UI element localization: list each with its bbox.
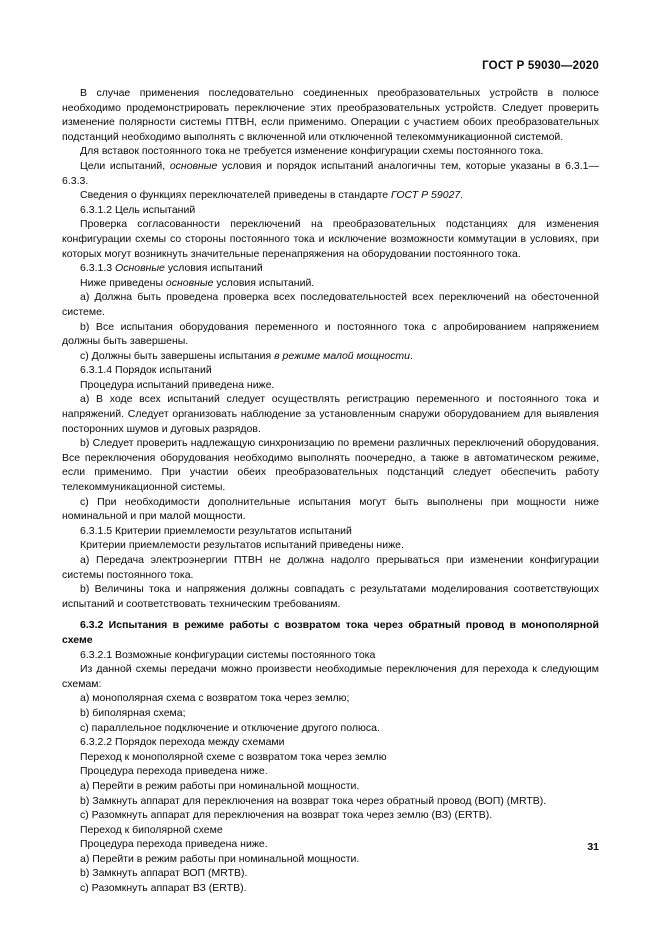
- text-run: условия испытаний: [164, 262, 263, 275]
- text-run: Переход к монополярной схеме с возвратом тока через землю: [80, 750, 387, 763]
- paragraph: [62, 363, 599, 378]
- text-run: a) Передача электроэнергии ПТВН не должна надолго прерываться при изменении конфигурации системы постоянного тока.: [62, 554, 599, 581]
- text-run: b) Величины тока и напряжения должны совпадать с результатами моделирования соответствующих испытаний и соответствовать техническим требованиям.: [62, 583, 599, 610]
- text-run: Для вставок постоянного тока не требуется изменение конфигурации схемы постоянного тока.: [80, 145, 544, 158]
- text-run: Процедура перехода приведена ниже.: [80, 838, 268, 851]
- text-run: c) Разомкнуть аппарат для переключения на возврат тока через землю (ВЗ) (ERTB).: [80, 809, 493, 822]
- text-run: 6.3.2.1 Возможные конфигурации системы постоянного тока: [80, 648, 376, 661]
- text-run: a) В ходе всех испытаний следует осуществлять регистрацию переменного и постоянного тока и напряжений. Следует организовать наблюдение за установленным снаружи оборудованием для выявления посторонних шумов и дуговых разрядов.: [62, 393, 599, 435]
- page-header: ГОСТ Р 59030—2020: [482, 60, 599, 72]
- paragraph: [62, 261, 599, 276]
- paragraph: [62, 349, 599, 364]
- paragraph: [62, 691, 599, 706]
- text-run: b) Замкнуть аппарат для переключения на возврат тока через обратный провод (ВОП) (MRTB).: [80, 794, 547, 807]
- text-run: a) монополярная схема с возвратом тока через землю;: [80, 692, 350, 705]
- paragraph: [62, 159, 599, 188]
- paragraph: [62, 276, 599, 291]
- text-run: условия и порядок испытаний аналогичны тем, которые указаны в 6.3.1—6.3.3.: [62, 159, 599, 187]
- text-run: Проверка согласованности переключений на преобразовательных подстанциях для изменения конфигурации схемы со стороны постоянного тока и исключение возможности коммутации в условиях, при которых могут возникнуть значительные перенапряжения на оборудовании постоянного тока.: [62, 218, 599, 260]
- paragraph: [62, 553, 599, 582]
- paragraph: [62, 495, 599, 524]
- text-run: b) Все испытания оборудования переменного и постоянного тока с апробированием напряжением должны быть завершены.: [62, 320, 599, 348]
- paragraph: [62, 538, 599, 553]
- text-run: c) Должны быть завершены испытания: [80, 349, 275, 362]
- paragraph: [62, 794, 599, 809]
- paragraph: [62, 436, 599, 494]
- text-run: 6.3.2.2 Порядок перехода между схемами: [80, 736, 285, 749]
- text-run: 6.3.1.5 Критерии приемлемости результатов испытаний: [80, 524, 352, 537]
- document-body: [62, 86, 599, 896]
- text-run: Ниже приведены: [80, 276, 166, 289]
- paragraph: [62, 735, 599, 750]
- text-run: 6.3.2 Испытания в режиме работы с возвратом тока через обратный провод в монополярной схеме: [62, 619, 599, 646]
- text-run: Процедура испытаний приведена ниже.: [80, 378, 275, 391]
- text-run: c) При необходимости дополнительные испытания могут быть выполнены при мощности ниже номинальной и при малой мощности.: [62, 495, 599, 523]
- paragraph: [62, 524, 599, 539]
- text-run: 6.3.1.4 Порядок испытаний: [80, 364, 212, 377]
- text-run: Процедура перехода приведена ниже.: [80, 765, 268, 778]
- paragraph: [62, 392, 599, 436]
- paragraph: [62, 881, 599, 896]
- text-run: c) параллельное подключение и отключение другого полюса.: [80, 721, 380, 734]
- paragraph: [62, 648, 599, 663]
- text-run: В случае применения последовательно соединенных преобразовательных устройств в полюсе необходимо продемонстрировать переключение этих преобразовательных устройств. Следует проверить изменение полярности системы ПТВН, если применимо. Операции с участием обоих преобразовательных подстанций необходимо выполнять с включенной или отключенной телекоммуникационной системой.: [62, 87, 599, 143]
- text-run: в режиме малой мощности: [274, 349, 410, 362]
- text-run: Переход к биполярной схеме: [80, 823, 223, 836]
- paragraph: [62, 217, 599, 261]
- text-run: условия испытаний.: [213, 276, 315, 289]
- text-run: Сведения о функциях переключателей приведены в стандарте: [80, 189, 392, 202]
- paragraph: [62, 721, 599, 736]
- text-run: a) Должна быть проведена проверка всех последовательностей всех переключений на обесточенной системе.: [62, 291, 599, 318]
- text-run: Цели испытаний,: [80, 159, 170, 172]
- paragraph: [62, 852, 599, 867]
- text-run: основные: [165, 276, 214, 289]
- text-run: a) Перейти в режим работы при номинальной мощности.: [80, 852, 360, 865]
- text-run: Из данной схемы передачи можно произвести необходимые переключения для перехода к следующим схемам:: [62, 663, 599, 690]
- text-run: b) Замкнуть аппарат ВОП (MRTB).: [80, 867, 248, 880]
- paragraph: [62, 808, 599, 823]
- paragraph: [62, 706, 599, 721]
- paragraph: [62, 618, 599, 647]
- paragraph: [62, 750, 599, 765]
- paragraph: [62, 764, 599, 779]
- text-run: ГОСТ Р 59027: [391, 189, 461, 202]
- paragraph: [62, 662, 599, 691]
- paragraph: [62, 837, 599, 852]
- text-run: c) Разомкнуть аппарат ВЗ (ERTB).: [80, 882, 247, 895]
- text-run: основные: [169, 159, 218, 172]
- paragraph: [62, 144, 599, 159]
- paragraph: [62, 320, 599, 349]
- text-run: 6.3.1.2 Цель испытаний: [80, 203, 196, 216]
- text-run: b) биполярная схема;: [80, 706, 186, 719]
- text-run: Критерии приемлемости результатов испытаний приведены ниже.: [80, 539, 404, 552]
- text-run: 6.3.1.3: [80, 262, 116, 275]
- paragraph: [62, 290, 599, 319]
- paragraph: [62, 866, 599, 881]
- text-run: Основные: [115, 262, 165, 275]
- paragraph: [62, 378, 599, 393]
- paragraph: [62, 779, 599, 794]
- paragraph: [62, 582, 599, 611]
- page-number: 31: [587, 841, 599, 853]
- paragraph: [62, 203, 599, 218]
- text-run: .: [460, 189, 464, 202]
- text-run: .: [409, 349, 413, 362]
- paragraph: [62, 86, 599, 144]
- text-run: a) Перейти в режим работы при номинальной мощности.: [80, 779, 360, 792]
- text-run: b) Следует проверить надлежащую синхронизацию по времени различных переключений оборудования. Все переключения оборудования необходимо выполнять поочередно, а также в автоматическом режиме, если применимо. При участии обеих преобразовательных подстанций следует обеспечить работу телекоммуникационной системы.: [62, 437, 599, 494]
- paragraph: [62, 823, 599, 838]
- paragraph: [62, 188, 599, 203]
